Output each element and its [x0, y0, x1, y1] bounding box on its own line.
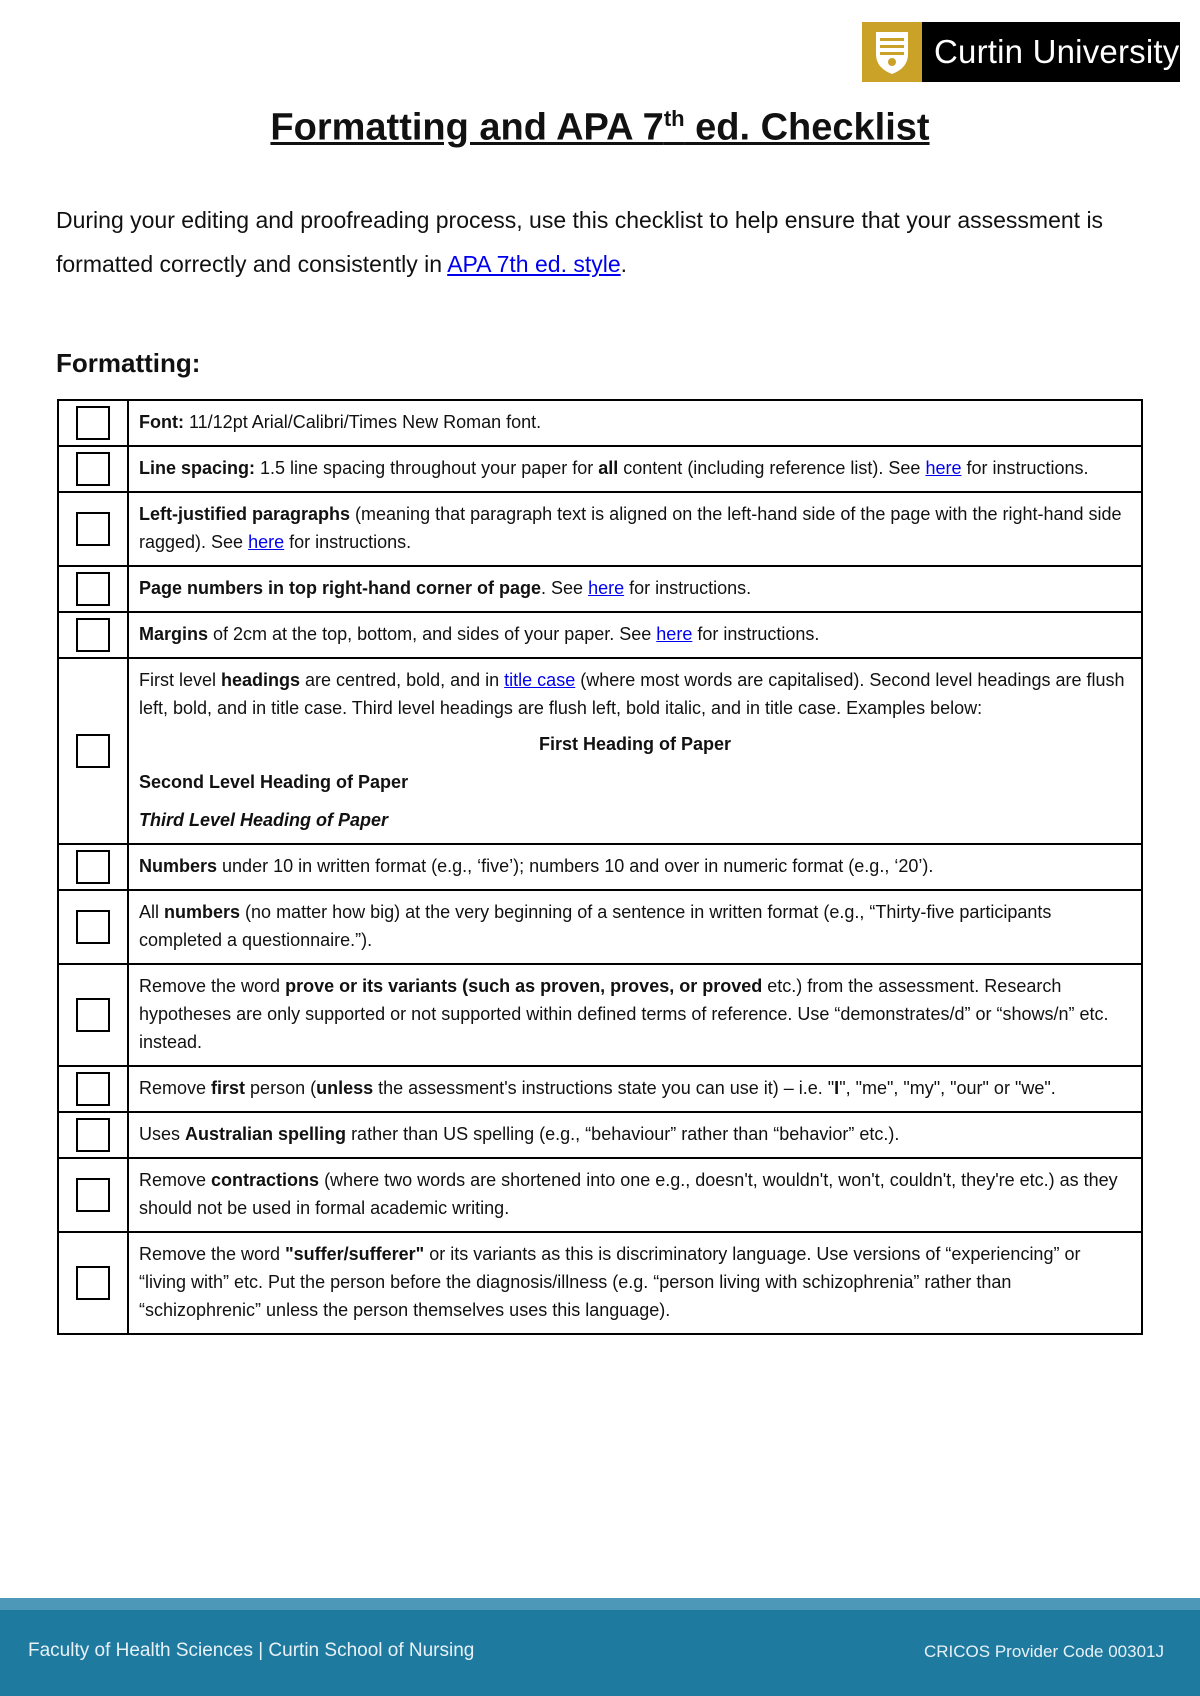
footer-stripe	[0, 1598, 1200, 1610]
example-third-level-heading: Third Level Heading of Paper	[139, 810, 389, 830]
logo-text: Curtin University	[934, 33, 1180, 70]
checklist-row-suffer	[58, 1232, 1142, 1334]
item-text: Left-justified paragraphs (meaning that paragraph text is aligned on the left-hand side of the page with the right-hand side ragged). See here for instructions.	[128, 492, 1142, 566]
checklist-row-headings	[58, 658, 1142, 844]
title-case-link[interactable]: title case	[504, 670, 576, 690]
checkbox[interactable]	[76, 998, 110, 1032]
checklist-row-australian-spelling	[58, 1112, 1142, 1158]
checkbox[interactable]	[76, 850, 110, 884]
checkbox[interactable]	[76, 406, 110, 440]
checkbox[interactable]	[76, 1072, 110, 1106]
checkbox[interactable]	[76, 452, 110, 486]
checklist-row-first-person	[58, 1066, 1142, 1112]
item-text: Remove first person (unless the assessment's instructions state you can use it) – i.e. "I", "me", "my", "our" or "we".	[128, 1066, 1142, 1112]
here-link[interactable]: here	[656, 624, 693, 644]
checklist-row-margins	[58, 612, 1142, 658]
item-text: Remove the word prove or its variants (such as proven, proves, or proved etc.) from the assessment. Research hypotheses are only supported or not supported within defined terms of reference. Use “demonstrates/d” or “shows/n” etc. instead.	[128, 964, 1142, 1066]
checklist-row-font	[58, 400, 1142, 446]
checkbox[interactable]	[76, 734, 110, 768]
item-text: Line spacing: 1.5 line spacing throughout your paper for all content (including reference list). See here for instructions.	[128, 446, 1142, 492]
item-text: Page numbers in top right-hand corner of page. See here for instructions.	[128, 566, 1142, 612]
item-text: Margins of 2cm at the top, bottom, and sides of your paper. See here for instructions.	[128, 612, 1142, 658]
page-footer	[0, 1610, 1200, 1696]
footer-faculty: Faculty of Health Sciences | Curtin School of Nursing	[28, 1640, 475, 1661]
item-text: Numbers under 10 in written format (e.g., ‘five’); numbers 10 and over in numeric format (e.g., ‘20’).	[128, 844, 1142, 890]
example-second-level-heading: Second Level Heading of Paper	[139, 772, 409, 792]
checkbox[interactable]	[76, 1178, 110, 1212]
page-title: Formatting and APA 7th ed. Checklist	[270, 106, 930, 149]
item-text: Uses Australian spelling rather than US spelling (e.g., “behaviour” rather than “behavior” etc.).	[128, 1112, 1142, 1158]
checklist-row-numbers	[58, 844, 1142, 890]
checklist-row-line-spacing	[58, 446, 1142, 492]
item-text: All numbers (no matter how big) at the very beginning of a sentence in written format (e.g., “Thirty-five participants completed a questionnaire.”).	[128, 890, 1142, 964]
checklist-row-sentence-numbers	[58, 890, 1142, 964]
intro-paragraph: During your editing and proofreading process, use this checklist to help ensure that your assessment is formatted correctly and consistently in APA 7th ed. style.	[56, 207, 1104, 277]
checklist-row-left-justified	[58, 492, 1142, 566]
here-link[interactable]: here	[248, 532, 285, 552]
item-text: Font: 11/12pt Arial/Calibri/Times New Roman font.	[128, 400, 1142, 446]
checkbox[interactable]	[76, 512, 110, 546]
formatting-heading: Formatting:	[56, 348, 201, 378]
apa-style-link[interactable]: APA 7th ed. style	[447, 251, 621, 277]
checklist-row-page-numbers	[58, 566, 1142, 612]
here-link[interactable]: here	[925, 458, 962, 478]
item-text: First level headings are centred, bold, and in title case (where most words are capitalised). Second level headings are flush left, bold, and in title case. Third level headings are flush left, bold italic, and in title case. Examples below: First Heading of Paper Second Level Heading of Paper Third Level Heading of Paper	[128, 658, 1142, 844]
checklist-row-contractions	[58, 1158, 1142, 1232]
example-first-level-heading: First Heading of Paper	[538, 734, 732, 754]
checklist-row-prove	[58, 964, 1142, 1066]
curtin-logo	[862, 22, 1180, 82]
checkbox[interactable]	[76, 572, 110, 606]
university-crest-icon	[862, 22, 922, 82]
checkbox[interactable]	[76, 1266, 110, 1300]
footer-cricos: CRICOS Provider Code 00301J	[923, 1642, 1164, 1661]
item-text: Remove the word "suffer/sufferer" or its variants as this is discriminatory language. Use versions of “experiencing” or “living with” etc. Put the person before the diagnosis/illness (e.g. “person living with schizophrenia” rather than “schizophrenic” unless the person themselves uses this language).	[128, 1232, 1142, 1334]
formatting-checklist	[57, 399, 1143, 1335]
here-link[interactable]: here	[588, 578, 625, 598]
item-text: Remove contractions (where two words are shortened into one e.g., doesn't, wouldn't, won't, couldn't, they're etc.) as they should not be used in formal academic writing.	[128, 1158, 1142, 1232]
checkbox[interactable]	[76, 910, 110, 944]
checkbox[interactable]	[76, 618, 110, 652]
checkbox[interactable]	[76, 1118, 110, 1152]
